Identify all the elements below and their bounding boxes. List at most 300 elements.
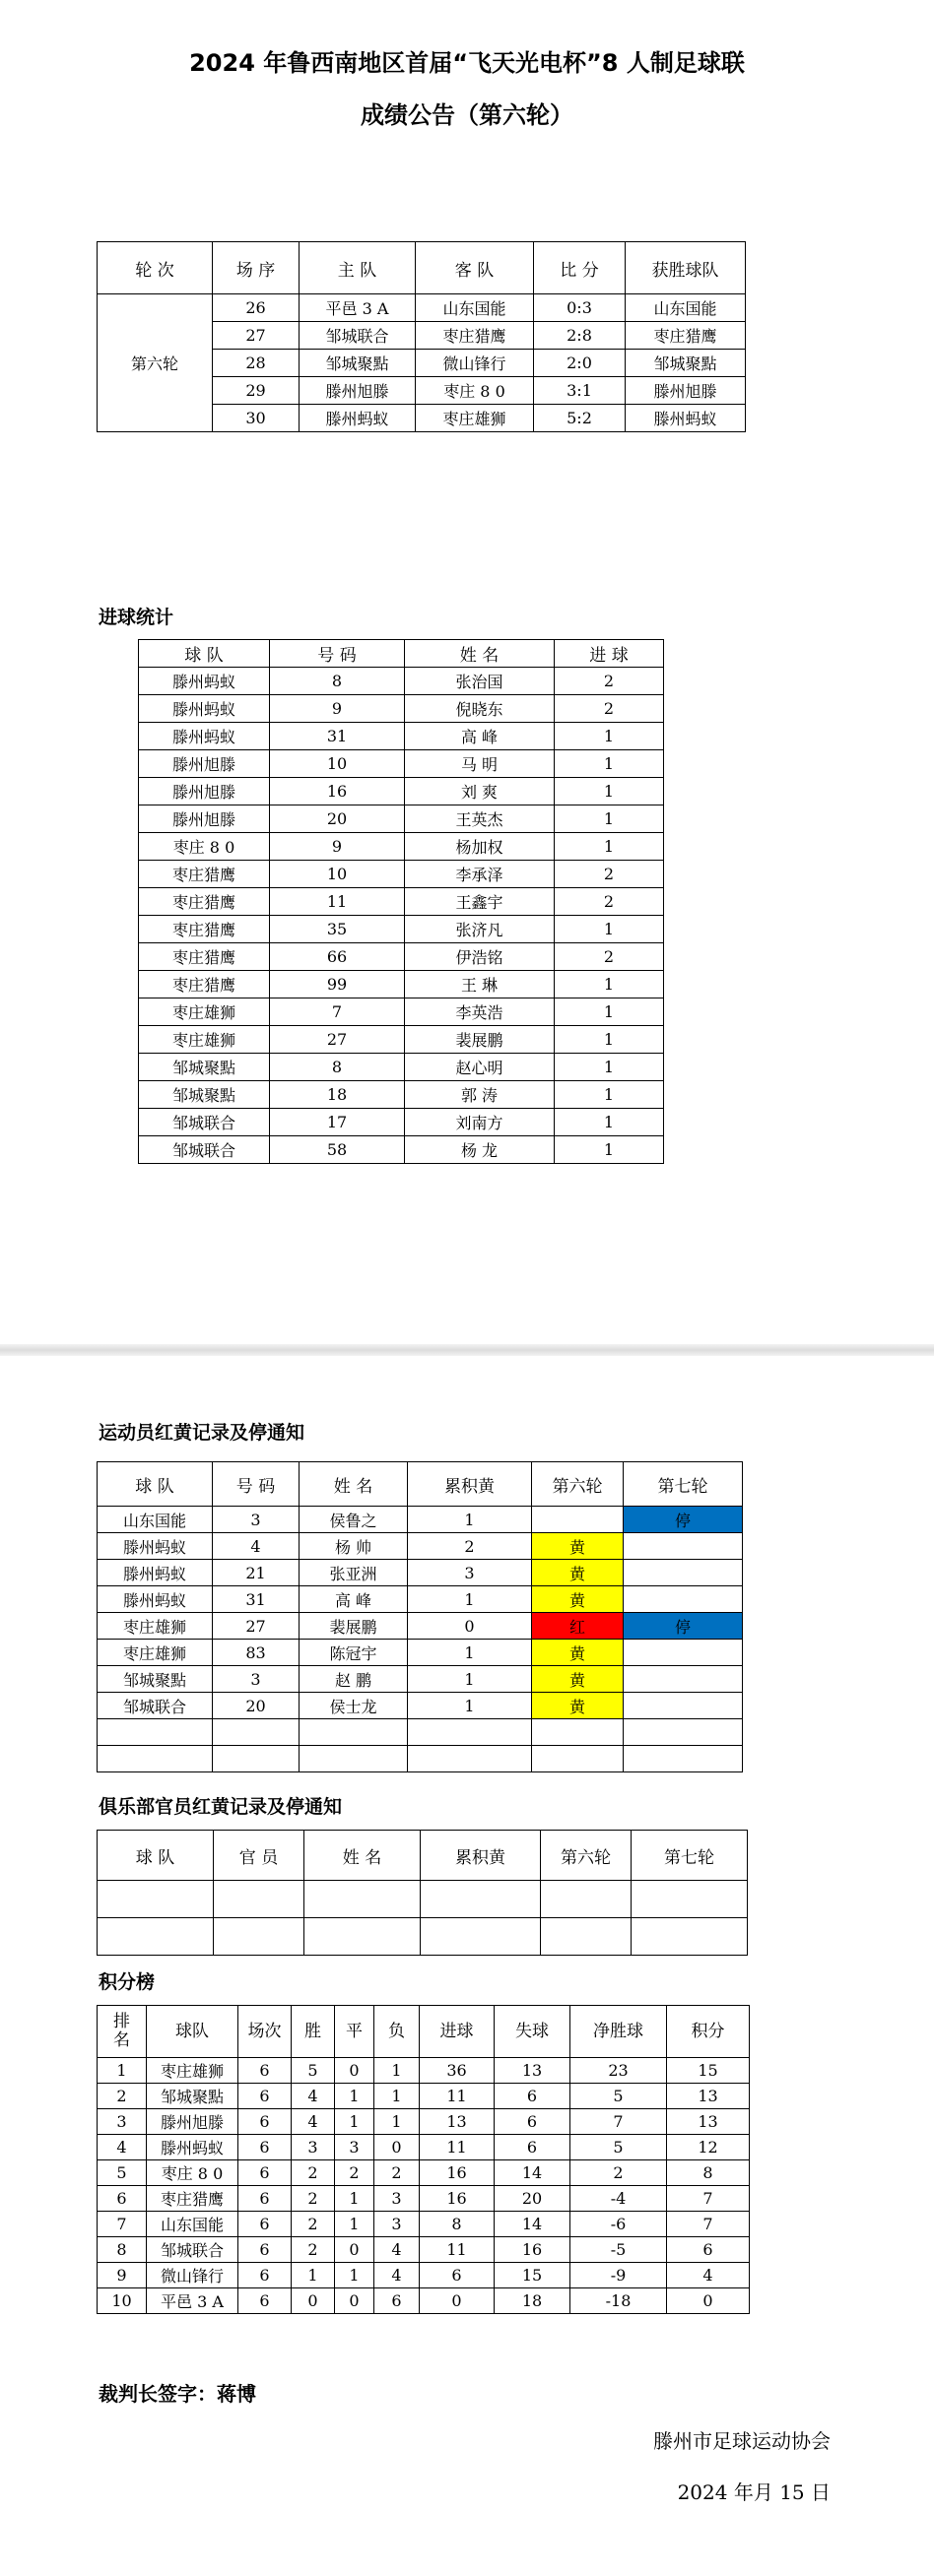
played: 6 bbox=[238, 2135, 292, 2160]
empty-cell bbox=[421, 1918, 541, 1956]
jersey-number bbox=[213, 1746, 300, 1772]
team: 微山锋行 bbox=[147, 2263, 238, 2288]
player-name: 王鑫宇 bbox=[405, 888, 555, 916]
goals-for: 36 bbox=[420, 2058, 495, 2084]
page-separator bbox=[0, 1344, 934, 1356]
goals-for: 16 bbox=[420, 2186, 495, 2212]
table-row bbox=[98, 2212, 750, 2237]
drawn: 1 bbox=[335, 2186, 374, 2212]
header-round-six: 第六轮 bbox=[532, 1462, 624, 1507]
accumulated-yellow: 0 bbox=[408, 1613, 532, 1640]
round-seven-status bbox=[624, 1746, 743, 1772]
header-points: 积分 bbox=[667, 2006, 750, 2058]
played: 6 bbox=[238, 2237, 292, 2263]
match-number: 28 bbox=[213, 350, 300, 377]
goal-difference: 5 bbox=[570, 2135, 667, 2160]
lost: 3 bbox=[374, 2212, 420, 2237]
player-name: 裴展鹏 bbox=[300, 1613, 408, 1640]
table-row bbox=[139, 971, 664, 998]
team: 邹城聚點 bbox=[139, 1054, 270, 1081]
round-six-card bbox=[532, 1746, 624, 1772]
table-row bbox=[98, 1693, 743, 1719]
goals-against: 13 bbox=[495, 2058, 570, 2084]
team: 邹城联合 bbox=[139, 1109, 270, 1136]
goals-for: 13 bbox=[420, 2109, 495, 2135]
player-name: 马 明 bbox=[405, 750, 555, 778]
player-name: 李英浩 bbox=[405, 998, 555, 1026]
round-six-card: 黄 bbox=[532, 1666, 624, 1693]
empty-cell bbox=[541, 1918, 632, 1956]
table-row bbox=[98, 2160, 750, 2186]
round-six-card: 黄 bbox=[532, 1533, 624, 1560]
team: 滕州旭滕 bbox=[139, 750, 270, 778]
team: 枣庄雄狮 bbox=[98, 1613, 213, 1640]
jersey-number: 58 bbox=[270, 1136, 405, 1164]
played: 6 bbox=[238, 2084, 292, 2109]
home-team: 邹城聚點 bbox=[300, 350, 416, 377]
table-row bbox=[98, 1586, 743, 1613]
goals-for: 16 bbox=[420, 2160, 495, 2186]
won: 1 bbox=[292, 2263, 335, 2288]
table-row bbox=[98, 2263, 750, 2288]
round-six-card: 红 bbox=[532, 1613, 624, 1640]
jersey-number: 8 bbox=[270, 1054, 405, 1081]
jersey-number: 9 bbox=[270, 833, 405, 861]
jersey-number: 10 bbox=[270, 750, 405, 778]
drawn: 2 bbox=[335, 2160, 374, 2186]
player-name: 赵心明 bbox=[405, 1054, 555, 1081]
header-drawn: 平 bbox=[335, 2006, 374, 2058]
table-row bbox=[98, 1666, 743, 1693]
jersey-number: 83 bbox=[213, 1640, 300, 1666]
player-name: 裴展鹏 bbox=[405, 1026, 555, 1054]
table-row bbox=[139, 805, 664, 833]
points: 12 bbox=[667, 2135, 750, 2160]
table-row bbox=[139, 916, 664, 943]
team: 邹城联合 bbox=[147, 2237, 238, 2263]
goals-count: 2 bbox=[555, 668, 664, 695]
winner: 枣庄猎鹰 bbox=[626, 322, 746, 350]
table-row bbox=[139, 750, 664, 778]
player-name: 王英杰 bbox=[405, 805, 555, 833]
won: 2 bbox=[292, 2186, 335, 2212]
accumulated-yellow bbox=[408, 1719, 532, 1746]
rank: 2 bbox=[98, 2084, 147, 2109]
lost: 2 bbox=[374, 2160, 420, 2186]
round-results-header-row bbox=[98, 242, 746, 294]
points: 15 bbox=[667, 2058, 750, 2084]
round-results-table bbox=[97, 241, 746, 432]
team: 枣庄猎鹰 bbox=[139, 861, 270, 888]
goals-against: 6 bbox=[495, 2109, 570, 2135]
jersey-number: 10 bbox=[270, 861, 405, 888]
table-row bbox=[139, 861, 664, 888]
played: 6 bbox=[238, 2263, 292, 2288]
goals-against: 18 bbox=[495, 2288, 570, 2314]
round-six-card: 黄 bbox=[532, 1693, 624, 1719]
player-name: 张济凡 bbox=[405, 916, 555, 943]
goal-difference: -6 bbox=[570, 2212, 667, 2237]
drawn: 1 bbox=[335, 2212, 374, 2237]
score: 2:8 bbox=[534, 322, 626, 350]
team: 滕州旭滕 bbox=[139, 778, 270, 805]
accumulated-yellow: 1 bbox=[408, 1640, 532, 1666]
table-row bbox=[139, 1054, 664, 1081]
lost: 1 bbox=[374, 2084, 420, 2109]
goals-for: 11 bbox=[420, 2237, 495, 2263]
header-away-team: 客 队 bbox=[416, 242, 534, 294]
header-team: 球队 bbox=[147, 2006, 238, 2058]
goals-count: 2 bbox=[555, 943, 664, 971]
jersey-number: 3 bbox=[213, 1507, 300, 1533]
accumulated-yellow: 2 bbox=[408, 1533, 532, 1560]
team: 滕州蚂蚁 bbox=[98, 1560, 213, 1586]
home-team: 邹城联合 bbox=[300, 322, 416, 350]
round-seven-status: 停 bbox=[624, 1613, 743, 1640]
winner: 邹城聚點 bbox=[626, 350, 746, 377]
away-team: 枣庄 8 0 bbox=[416, 377, 534, 405]
team: 滕州旭滕 bbox=[147, 2109, 238, 2135]
jersey-number: 4 bbox=[213, 1533, 300, 1560]
team bbox=[98, 1719, 213, 1746]
goals-against: 20 bbox=[495, 2186, 570, 2212]
round-six-card: 黄 bbox=[532, 1586, 624, 1613]
goal-difference: -9 bbox=[570, 2263, 667, 2288]
round-seven-status bbox=[624, 1560, 743, 1586]
goals-against: 16 bbox=[495, 2237, 570, 2263]
player-name: 杨 龙 bbox=[405, 1136, 555, 1164]
table-row bbox=[139, 1136, 664, 1164]
team: 滕州蚂蚁 bbox=[139, 695, 270, 723]
won: 2 bbox=[292, 2212, 335, 2237]
points: 13 bbox=[667, 2084, 750, 2109]
goals-against: 6 bbox=[495, 2084, 570, 2109]
team: 滕州蚂蚁 bbox=[139, 723, 270, 750]
played: 6 bbox=[238, 2109, 292, 2135]
jersey-number: 8 bbox=[270, 668, 405, 695]
goals-count: 1 bbox=[555, 723, 664, 750]
score: 3:1 bbox=[534, 377, 626, 405]
header-accumulated-yellow: 累积黄 bbox=[408, 1462, 532, 1507]
goals-count: 1 bbox=[555, 998, 664, 1026]
home-team: 平邑 3 A bbox=[300, 294, 416, 322]
table-row bbox=[139, 998, 664, 1026]
team: 枣庄雄狮 bbox=[98, 1640, 213, 1666]
table-row bbox=[139, 668, 664, 695]
match-number: 27 bbox=[213, 322, 300, 350]
winner: 滕州旭滕 bbox=[626, 377, 746, 405]
away-team: 枣庄雄狮 bbox=[416, 405, 534, 432]
header-goals-against: 失球 bbox=[495, 2006, 570, 2058]
goals-against: 15 bbox=[495, 2263, 570, 2288]
header-number: 号 码 bbox=[270, 640, 405, 668]
team: 滕州旭滕 bbox=[139, 805, 270, 833]
round-six-card bbox=[532, 1507, 624, 1533]
player-name: 张治国 bbox=[405, 668, 555, 695]
empty-cell bbox=[214, 1881, 304, 1918]
player-name: 王 琳 bbox=[405, 971, 555, 998]
header-name: 姓 名 bbox=[304, 1831, 421, 1881]
goals-against: 14 bbox=[495, 2160, 570, 2186]
jersey-number bbox=[213, 1719, 300, 1746]
table-row bbox=[98, 2237, 750, 2263]
goals-count: 1 bbox=[555, 1081, 664, 1109]
goals-body bbox=[139, 668, 664, 1164]
goals-heading: 进球统计 bbox=[99, 607, 174, 628]
jersey-number: 11 bbox=[270, 888, 405, 916]
team: 枣庄猎鹰 bbox=[139, 971, 270, 998]
played: 6 bbox=[238, 2212, 292, 2237]
accumulated-yellow: 3 bbox=[408, 1560, 532, 1586]
table-row bbox=[98, 294, 746, 322]
jersey-number: 35 bbox=[270, 916, 405, 943]
header-goals: 进 球 bbox=[555, 640, 664, 668]
player-name: 郭 涛 bbox=[405, 1081, 555, 1109]
home-team: 滕州旭滕 bbox=[300, 377, 416, 405]
empty-cell bbox=[632, 1918, 748, 1956]
lost: 1 bbox=[374, 2109, 420, 2135]
goals-count: 1 bbox=[555, 750, 664, 778]
table-row bbox=[98, 1640, 743, 1666]
table-row bbox=[139, 1081, 664, 1109]
goals-count: 2 bbox=[555, 861, 664, 888]
team: 枣庄猎鹰 bbox=[139, 943, 270, 971]
goal-difference: -4 bbox=[570, 2186, 667, 2212]
player-name: 侯鲁之 bbox=[300, 1507, 408, 1533]
round-six-card: 黄 bbox=[532, 1560, 624, 1586]
round-seven-status bbox=[624, 1666, 743, 1693]
team: 枣庄雄狮 bbox=[139, 998, 270, 1026]
team: 枣庄猎鹰 bbox=[139, 916, 270, 943]
drawn: 1 bbox=[335, 2109, 374, 2135]
match-number: 30 bbox=[213, 405, 300, 432]
accumulated-yellow: 1 bbox=[408, 1507, 532, 1533]
header-team: 球 队 bbox=[98, 1831, 214, 1881]
away-team: 山东国能 bbox=[416, 294, 534, 322]
round-seven-status bbox=[624, 1719, 743, 1746]
table-row bbox=[139, 1109, 664, 1136]
goals-table bbox=[138, 639, 664, 1164]
jersey-number: 16 bbox=[270, 778, 405, 805]
jersey-number: 21 bbox=[213, 1560, 300, 1586]
header-rank bbox=[98, 2006, 147, 2058]
header-team: 球 队 bbox=[98, 1462, 213, 1507]
goals-count: 1 bbox=[555, 1054, 664, 1081]
round-seven-status bbox=[624, 1586, 743, 1613]
drawn: 0 bbox=[335, 2058, 374, 2084]
goals-count: 1 bbox=[555, 778, 664, 805]
goals-for: 6 bbox=[420, 2263, 495, 2288]
team: 邹城联合 bbox=[139, 1136, 270, 1164]
team: 枣庄猎鹰 bbox=[139, 888, 270, 916]
goals-count: 1 bbox=[555, 1136, 664, 1164]
goals-against: 14 bbox=[495, 2212, 570, 2237]
round-seven-status bbox=[624, 1693, 743, 1719]
empty-cell bbox=[214, 1918, 304, 1956]
rank: 6 bbox=[98, 2186, 147, 2212]
played: 6 bbox=[238, 2160, 292, 2186]
won: 2 bbox=[292, 2237, 335, 2263]
table-row bbox=[98, 1507, 743, 1533]
points: 13 bbox=[667, 2109, 750, 2135]
jersey-number: 99 bbox=[270, 971, 405, 998]
header-round-seven: 第七轮 bbox=[632, 1831, 748, 1881]
team: 滕州蚂蚁 bbox=[139, 668, 270, 695]
goal-difference: -5 bbox=[570, 2237, 667, 2263]
player-name: 杨 帅 bbox=[300, 1533, 408, 1560]
table-row bbox=[98, 1613, 743, 1640]
points: 4 bbox=[667, 2263, 750, 2288]
empty-cell bbox=[541, 1881, 632, 1918]
points: 7 bbox=[667, 2212, 750, 2237]
player-name: 高 峰 bbox=[405, 723, 555, 750]
goals-count: 1 bbox=[555, 1026, 664, 1054]
goal-difference: -18 bbox=[570, 2288, 667, 2314]
player-name: 侯士龙 bbox=[300, 1693, 408, 1719]
team: 山东国能 bbox=[98, 1507, 213, 1533]
drawn: 1 bbox=[335, 2263, 374, 2288]
cards-body bbox=[98, 1507, 743, 1772]
jersey-number: 7 bbox=[270, 998, 405, 1026]
player-name: 刘 爽 bbox=[405, 778, 555, 805]
points: 0 bbox=[667, 2288, 750, 2314]
table-row bbox=[98, 2288, 750, 2314]
rank: 7 bbox=[98, 2212, 147, 2237]
table-row bbox=[98, 1560, 743, 1586]
table-row bbox=[98, 1719, 743, 1746]
jersey-number: 18 bbox=[270, 1081, 405, 1109]
referee-signature: 裁判长签字：蒋博 bbox=[99, 2382, 256, 2406]
table-row bbox=[98, 2109, 750, 2135]
header-round-seven: 第七轮 bbox=[624, 1462, 743, 1507]
team: 枣庄 8 0 bbox=[147, 2160, 238, 2186]
won: 4 bbox=[292, 2109, 335, 2135]
empty-cell bbox=[304, 1881, 421, 1918]
away-team: 微山锋行 bbox=[416, 350, 534, 377]
officials-heading: 俱乐部官员红黄记录及停通知 bbox=[99, 1796, 343, 1818]
drawn: 1 bbox=[335, 2084, 374, 2109]
accumulated-yellow: 1 bbox=[408, 1666, 532, 1693]
team: 邹城聚點 bbox=[139, 1081, 270, 1109]
goals-for: 0 bbox=[420, 2288, 495, 2314]
lost: 4 bbox=[374, 2263, 420, 2288]
empty-cell bbox=[421, 1881, 541, 1918]
header-official: 官 员 bbox=[214, 1831, 304, 1881]
standings-heading: 积分榜 bbox=[99, 1971, 156, 1993]
jersey-number: 20 bbox=[270, 805, 405, 833]
jersey-number: 31 bbox=[213, 1586, 300, 1613]
jersey-number: 66 bbox=[270, 943, 405, 971]
standings-body bbox=[98, 2058, 750, 2314]
rank: 3 bbox=[98, 2109, 147, 2135]
accumulated-yellow bbox=[408, 1746, 532, 1772]
drawn: 3 bbox=[335, 2135, 374, 2160]
organization-name: 滕州市足球运动协会 bbox=[653, 2429, 831, 2453]
round-seven-status bbox=[624, 1533, 743, 1560]
header-lost: 负 bbox=[374, 2006, 420, 2058]
jersey-number: 31 bbox=[270, 723, 405, 750]
player-name: 陈冠宇 bbox=[300, 1640, 408, 1666]
score: 2:0 bbox=[534, 350, 626, 377]
won: 0 bbox=[292, 2288, 335, 2314]
team: 邹城聚點 bbox=[98, 1666, 213, 1693]
lost: 6 bbox=[374, 2288, 420, 2314]
match-number: 29 bbox=[213, 377, 300, 405]
round-seven-status: 停 bbox=[624, 1507, 743, 1533]
header-goals-for: 进球 bbox=[420, 2006, 495, 2058]
rank: 5 bbox=[98, 2160, 147, 2186]
table-row bbox=[139, 695, 664, 723]
team: 枣庄猎鹰 bbox=[147, 2186, 238, 2212]
goals-header-row bbox=[139, 640, 664, 668]
team: 滕州蚂蚁 bbox=[147, 2135, 238, 2160]
empty-cell bbox=[632, 1881, 748, 1918]
team: 山东国能 bbox=[147, 2212, 238, 2237]
header-won: 胜 bbox=[292, 2006, 335, 2058]
team: 枣庄 8 0 bbox=[139, 833, 270, 861]
officials-table bbox=[97, 1830, 748, 1956]
jersey-number: 17 bbox=[270, 1109, 405, 1136]
header-winner: 获胜球队 bbox=[626, 242, 746, 294]
goals-count: 1 bbox=[555, 805, 664, 833]
lost: 3 bbox=[374, 2186, 420, 2212]
cards-header-row bbox=[98, 1462, 743, 1507]
header-number: 号 码 bbox=[213, 1462, 300, 1507]
jersey-number: 9 bbox=[270, 695, 405, 723]
header-goal-difference: 净胜球 bbox=[570, 2006, 667, 2058]
table-row bbox=[98, 1533, 743, 1560]
round-six-card: 黄 bbox=[532, 1640, 624, 1666]
header-rank-label: 排 名 bbox=[113, 2012, 130, 2050]
header-match-order: 场 序 bbox=[213, 242, 300, 294]
rank: 8 bbox=[98, 2237, 147, 2263]
table-row bbox=[98, 1881, 748, 1918]
table-row bbox=[139, 723, 664, 750]
goals-count: 1 bbox=[555, 1109, 664, 1136]
match-number: 26 bbox=[213, 294, 300, 322]
rank: 1 bbox=[98, 2058, 147, 2084]
points: 7 bbox=[667, 2186, 750, 2212]
round-six-card bbox=[532, 1719, 624, 1746]
header-score: 比 分 bbox=[534, 242, 626, 294]
header-name: 姓 名 bbox=[300, 1462, 408, 1507]
document-date: 2024 年月 15 日 bbox=[677, 2480, 831, 2504]
table-row bbox=[98, 2058, 750, 2084]
goals-count: 1 bbox=[555, 916, 664, 943]
jersey-number: 27 bbox=[270, 1026, 405, 1054]
table-row bbox=[139, 833, 664, 861]
away-team: 枣庄猎鹰 bbox=[416, 322, 534, 350]
goals-count: 1 bbox=[555, 971, 664, 998]
jersey-number: 3 bbox=[213, 1666, 300, 1693]
header-round: 轮 次 bbox=[98, 242, 213, 294]
played: 6 bbox=[238, 2058, 292, 2084]
team: 邹城聚點 bbox=[147, 2084, 238, 2109]
cards-table bbox=[97, 1461, 743, 1772]
standings-header-row bbox=[98, 2006, 750, 2058]
goal-difference: 7 bbox=[570, 2109, 667, 2135]
table-row bbox=[139, 888, 664, 916]
player-name bbox=[300, 1719, 408, 1746]
player-name: 倪晓东 bbox=[405, 695, 555, 723]
header-home-team: 主 队 bbox=[300, 242, 416, 294]
rank: 10 bbox=[98, 2288, 147, 2314]
table-row bbox=[98, 2186, 750, 2212]
table-row bbox=[98, 2135, 750, 2160]
player-name: 赵 鹏 bbox=[300, 1666, 408, 1693]
rank: 9 bbox=[98, 2263, 147, 2288]
empty-cell bbox=[98, 1918, 214, 1956]
